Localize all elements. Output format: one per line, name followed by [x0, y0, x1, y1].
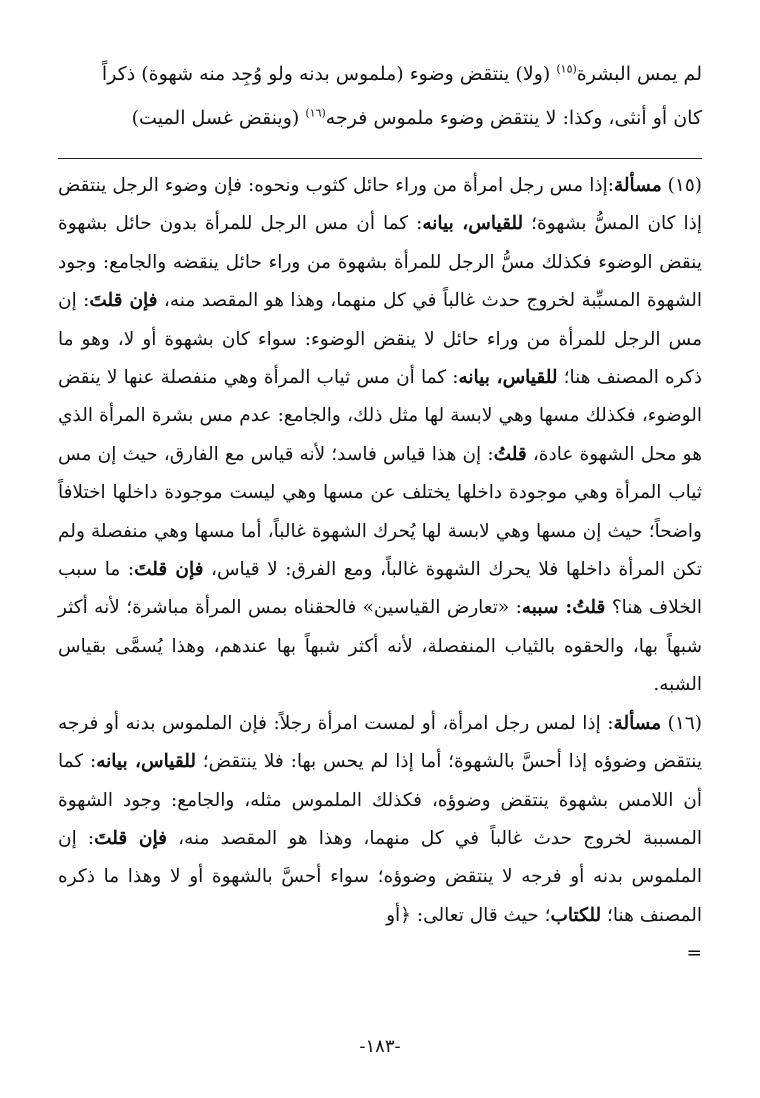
- footnote-15: (١٥) مسألة:إذا مس رجل امرأة من وراء حائل كثوب ونحوه: فإن وضوء الرجل ينتقض إذا كان المسُّ بشهوة؛ للقياس، بيانه: كما أن مس الرجل للمرأة بدون حائل بشهوة ينقض الوضوء فكذلك مسُّ الرجل للمرأة بشهوة من وراء حائل ينقضه والجامع: وجود الشهوة المسبِّبة لخروج حدث غالباً في كل منهما، وهذا هو المقصد منه، فإن قلتَ: إن مس الرجل للمرأة من وراء حائل لا ينقض الوضوء: سواء كان بشهوة أو لا، وهو ما ذكره المصنف هنا؛ للقياس، بيانه: كما أن مس ثياب المرأة وهي منفصلة عنها لا ينقض الوضوء، فكذلك مسها وهي لابسة لها مثل ذلك، والجامع: عدم مس بشرة المرأة الذي هو محل الشهوة عادة، قلتُ: إن هذا قياس فاسد؛ لأنه قياس مع الفارق، حيث إن مس ثياب المرأة وهي موجودة داخلها يختلف عن مسها وهي ليست موجودة داخلها اختلافاً واضحاً؛ حيث إن مسها وهي لابسة لها يُحرك الشهوة غالباً، أما مسها وهي منفصلة ولم تكن المرأة داخلها فلا يحرك الشهوة غالباً، ومع الفرق: لا قياس، فإن قلتَ: ما سبب الخلاف هنا؟ قلتُ: سببه: «تعارض القياسين» فالحقناه بمس المرأة مباشرة؛ لأنه أكثر شبهاً بها، والحقوه بالثياب المنفصلة، لأنه أكثر شبهاً بها عندهم، وهذا يُسمَّى بقياس الشبه.: [58, 175, 702, 696]
- footnote-label: مسألة: [614, 175, 662, 196]
- footnote-reference-16[interactable]: (١٦): [305, 106, 326, 120]
- footnote-16: (١٦) مسألة: إذا لمس رجل امرأة، أو لمست امرأة رجلاً: فإن الملموس بدنه أو فرجه ينتقض وضوؤه إذا أحسَّ بالشهوة؛ أما إذا لم يحس بها: فلا ينتقض؛ للقياس، بيانه: كما أن اللامس بشهوة ينتقض وضوؤه، فكذلك الملموس مثله، والجامع: وجود الشهوة المسببة لخروج حدث غالباً في كل منهما، وهذا هو المقصد منه، فإن قلتَ: إن الملموس بدنه أو فرجه لا ينتقض وضوؤه؛ سواء أحسَّ بالشهوة أو لا وهذا ما ذكره المصنف هنا؛ للكتاب؛ حيث قال تعالى: ﴿أو: [58, 712, 703, 926]
- footnotes: [58, 167, 702, 974]
- main-text-line-2: كان أو أنثى، وكذا: لا ينتقض وضوء ملموس فرجه$^{(١٦)}$ (وينقض غسل الميت): [131, 106, 702, 129]
- footnote-number: (١٦): [661, 712, 702, 734]
- footnote-label: مسألة: [613, 712, 662, 734]
- continuation-mark: =: [686, 943, 702, 965]
- footnote-reference-15[interactable]: (١٥): [556, 62, 577, 76]
- footnote-number: (١٥): [661, 175, 702, 196]
- page-number: -١٨٣-: [359, 1036, 401, 1057]
- page-body: [58, 52, 702, 974]
- main-text-line-1: لم يمس البشرة$^{(١٥)}$ (ولا) ينتقض وضوء (ملموس بدنه ولو وُجِد منه شهوة) ذكراً: [101, 62, 702, 85]
- footnote-separator: [58, 158, 702, 159]
- main-text: [58, 52, 702, 140]
